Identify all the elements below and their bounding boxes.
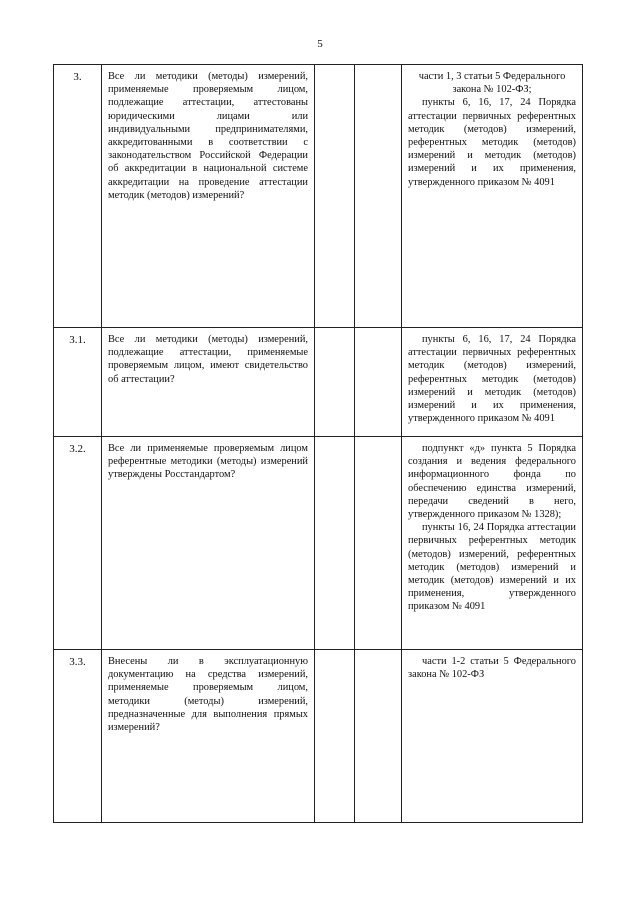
checklist-table [53, 64, 583, 823]
question-text: Все ли методики (методы) измерений, применяемые проверяемым лицом, подлежащие аттестации, аттестованы юридическими лицами или индивидуальными предпринимателями, аккредитованными в соответствии с законодательством Российской Федерации об аккредитации в национальной системе аккредитации на проведение аттестации методик (методов) измерений? [108, 71, 308, 201]
reference-text: пункты 6, 16, 17, 24 Порядка аттестации первичных референтных методик (методов) измерений, референтных методик (методов) измерений и методик (методов) измерений и их применения, утвержденного приказом № 4091 [408, 334, 576, 425]
item-number: 3. [54, 65, 102, 328]
reference-cell [402, 65, 583, 328]
answer-cell [315, 437, 355, 650]
reference-cell [402, 437, 583, 650]
item-number: 3.3. [54, 650, 102, 823]
answer-cell [315, 65, 355, 328]
question-cell [102, 650, 315, 823]
answer-cell [355, 328, 402, 437]
reference-text: пункты 6, 16, 17, 24 Порядка аттестации первичных референтных методик (методов) измерений, референтных методик (методов) измерений и методик (методов) измерений и их применения, утвержденного приказом № 4091 [408, 97, 576, 188]
answer-cell [355, 650, 402, 823]
table-row [54, 650, 583, 823]
table-row [54, 65, 583, 328]
question-text: Все ли методики (методы) измерений, подлежащие аттестации, применяемые проверяемым лицом, имеют свидетельство об аттестации? [108, 334, 308, 385]
answer-cell [355, 437, 402, 650]
question-cell [102, 437, 315, 650]
table-row [54, 328, 583, 437]
table-row [54, 437, 583, 650]
question-cell [102, 65, 315, 328]
item-number: 3.1. [54, 328, 102, 437]
item-number: 3.2. [54, 437, 102, 650]
question-cell [102, 328, 315, 437]
reference-text: части 1-2 статьи 5 Федерального закона № 102-ФЗ [408, 656, 576, 681]
reference-text: пункты 16, 24 Порядка аттестации первичных референтных методик (методов) измерений, референтных методик (методов) измерений и методик (методов) измерений и их применения, утвержденного приказом № 4091 [408, 522, 576, 613]
page-number: 5 [317, 38, 323, 50]
reference-cell [402, 328, 583, 437]
answer-cell [355, 65, 402, 328]
reference-text: части 1, 3 статьи 5 Федерального закона № 102-ФЗ; [418, 71, 566, 96]
answer-cell [315, 650, 355, 823]
reference-text: подпункт «д» пункта 5 Порядка создания и ведения федерального информационного фонда по обеспечению единства измерений, передачи сведений в него, утвержденного приказом № 1328); [408, 443, 576, 521]
question-text: Внесены ли в эксплуатационную документацию на средства измерений, применяемые проверяемым лицом, методики (методы) измерений, предназначенные для выполнения прямых измерений? [108, 656, 308, 734]
reference-cell [402, 650, 583, 823]
answer-cell [315, 328, 355, 437]
question-text: Все ли применяемые проверяемым лицом референтные методики (методы) измерений утверждены Росстандартом? [108, 443, 308, 481]
